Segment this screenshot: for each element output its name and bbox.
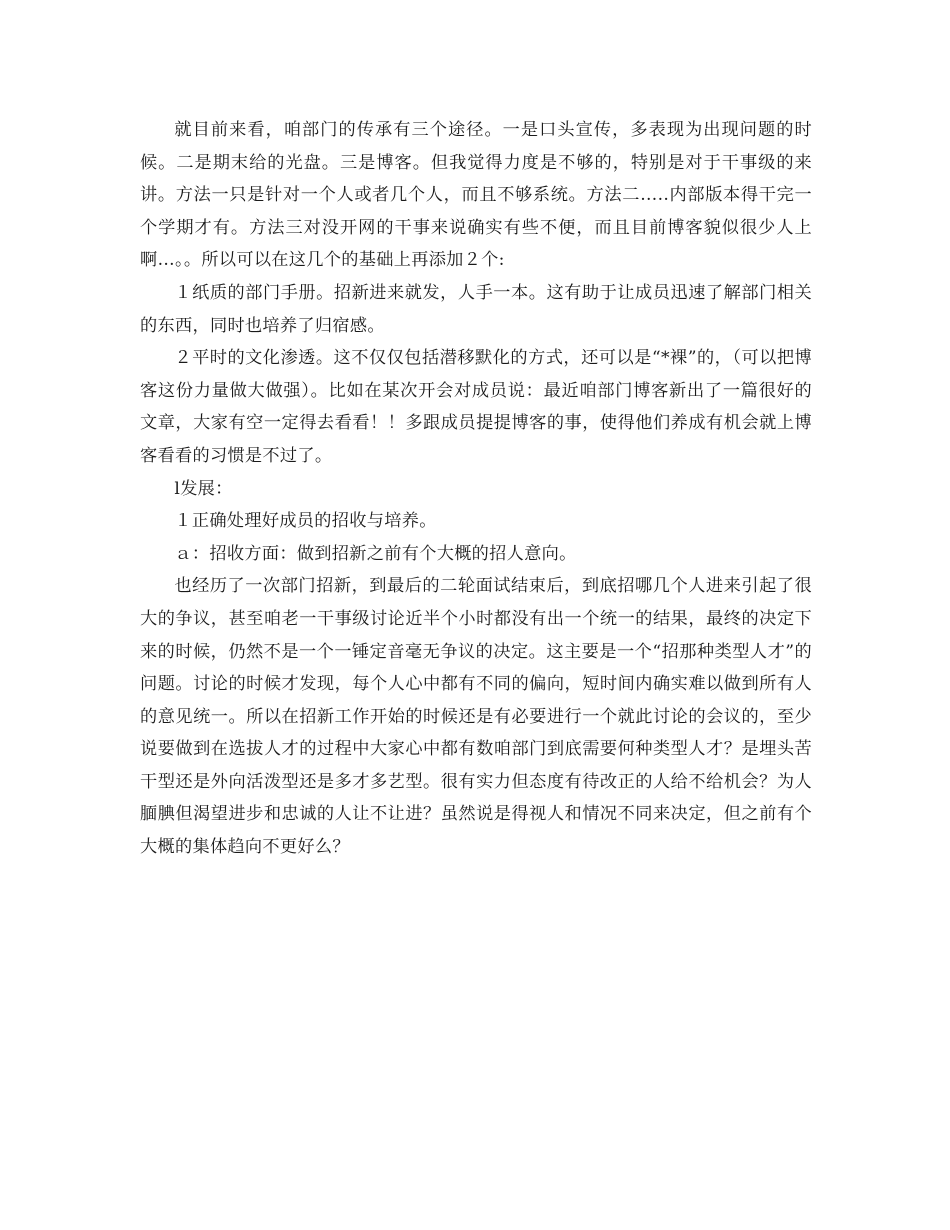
paragraph-handbook: １纸质的部门手册。招新进来就发，人手一本。这有助于让成员迅速了解部门相关的东西，同时也培养了归宿感。 (140, 282, 812, 336)
paragraph-recruit-train-heading: １正确处理好成员的招收与培养。 (174, 511, 437, 532)
paragraph-recruit-discussion: 也经历了一次部门招新，到最后的二轮面试结束后，到底招哪几个人进来引起了很大的争议，甚至咱老一干事级讨论近半个小时都没有出一个统一的结果，最终的决定下来的时候，仍然不是一个一锤定音毫无争议的决定。这主要是一个“招那种类型人才”的问题。讨论的时候才发现，每个人心中都有不同的偏向，短时间内确实难以做到所有人的意见统一。所以在招新工作开始的时候还是有必要进行一个就此讨论的会议的，至少说要做到在选拔人才的过程中大家心中都有数咱部门到底需要何种类型人才？是埋头苦干型还是外向活泼型还是多才多艺型。很有实力但态度有待改正的人给不给机会？为人腼腆但渴望进步和忠诚的人让不让进？虽然说是得视人和情况不同来决定，但之前有个大概的集体趋向不更好么？ (140, 576, 812, 858)
paragraph-development-heading: l发展： (174, 478, 233, 499)
paragraph-recruit-subheading: ａ：招收方面：做到招新之前有个大概的招人意向。 (174, 543, 577, 564)
paragraph-culture: ２平时的文化渗透。这不仅仅包括潜移默化的方式，还可以是“*裸”的，（可以把博客这份力量做大做强）。比如在某次开会对成员说：最近咱部门博客新出了一篇很好的文章，大家有空一定得去看看！！多跟成员提提博客的事，使得他们养成有机会就上博客看看的习惯是不过了。 (140, 348, 812, 466)
document-body (140, 114, 812, 864)
paragraph-inheritance-channels: 就目前来看，咱部门的传承有三个途径。一是口头宣传，多表现为出现问题的时候。二是期末给的光盘。三是博客。但我觉得力度是不够的，特别是对于干事级的来讲。方法一只是针对一个人或者几个人，而且不够系统。方法二…..内部版本得干完一个学期才有。方法三对没开网的干事来说确实有些不便，而且目前博客貌似很少人上啊…。。所以可以在这几个的基础上再添加２个: (140, 120, 812, 271)
